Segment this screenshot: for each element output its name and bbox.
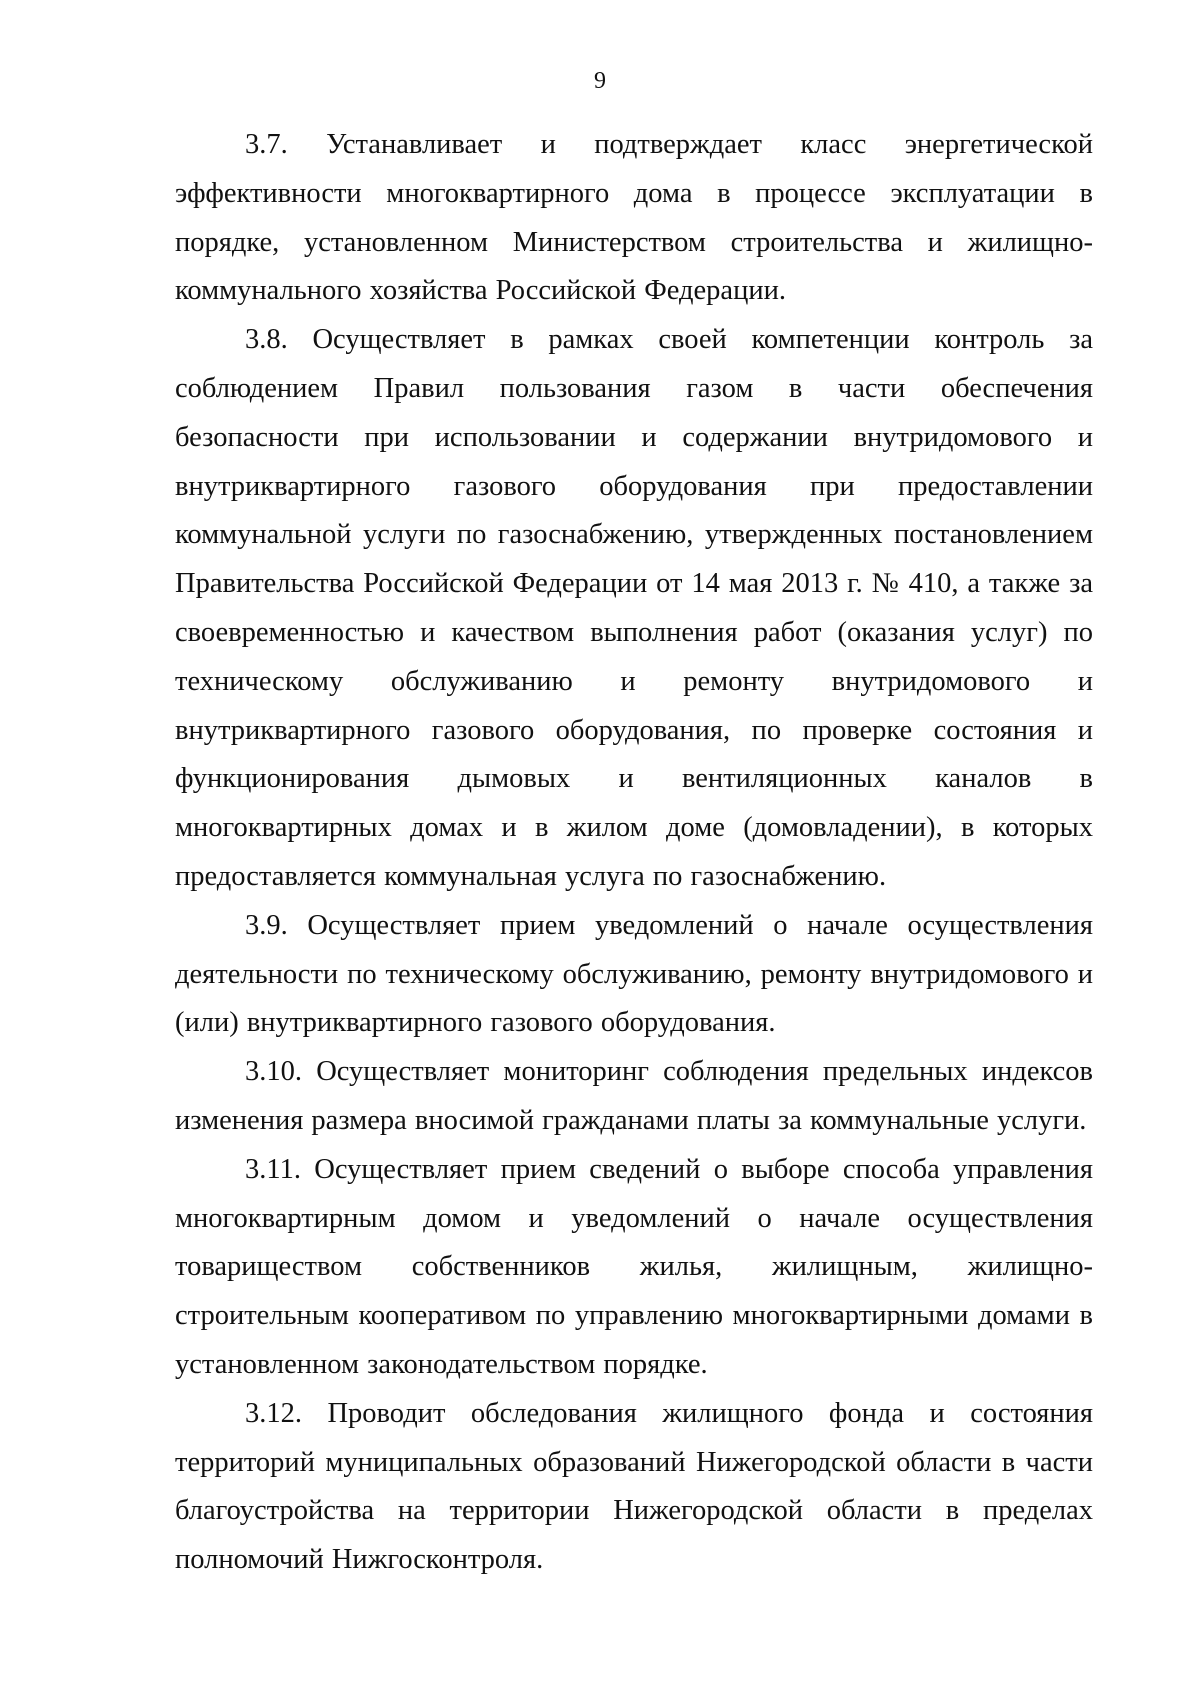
paragraph-3-12: 3.12. Проводит обследования жилищного фонда и состояния территорий муниципальных образований Нижегородской области в части благоустройства на территории Нижегородской области в пределах полномочий Нижгосконтроля. — [175, 1397, 1093, 1576]
paragraph-3-8: 3.8. Осуществляет в рамках своей компетенции контроль за соблюдением Правил пользования газом в части обеспечения безопасности при использовании и содержании внутридомового и внутриквартирного газового оборудования при предоставлении коммунальной услуги по газоснабжению, утвержденных постановлением Правительства Российской Федерации от 14 мая 2013 г. № 410, а также за своевременностью и качеством выполнения работ (оказания услуг) по техническому обслуживанию и ремонту внутридомового и внутриквартирного газового оборудования, по проверке состояния и функционирования дымовых и вентиляционных каналов в многоквартирных домах и в жилом доме (домовладении), в которых предоставляется коммунальная услуга по газоснабжению. — [175, 324, 1093, 892]
paragraph-3-9: 3.9. Осуществляет прием уведомлений о начале осуществления деятельности по техническому обслуживанию, ремонту внутридомового и (или) внутриквартирного газового оборудования. — [175, 909, 1093, 1039]
paragraph-3-7: 3.7. Устанавливает и подтверждает класс энергетической эффективности многоквартирного дома в процессе эксплуатации в порядке, установленном Министерством строительства и жилищно-коммунального хозяйства Российской Федерации. — [175, 129, 1093, 307]
document-body — [175, 121, 1093, 1585]
paragraph-3-11: 3.11. Осуществляет прием сведений о выборе способа управления многоквартирным домом и уведомлений о начале осуществления товариществом собственников жилья, жилищным, жилищно-строительным кооперативом по управлению многоквартирными домами в установленном законодательством порядке. — [175, 1153, 1093, 1380]
page-number: 9 — [594, 68, 606, 94]
paragraph-3-10: 3.10. Осуществляет мониторинг соблюдения предельных индексов изменения размера вносимой гражданами платы за коммунальные услуги. — [175, 1056, 1093, 1136]
